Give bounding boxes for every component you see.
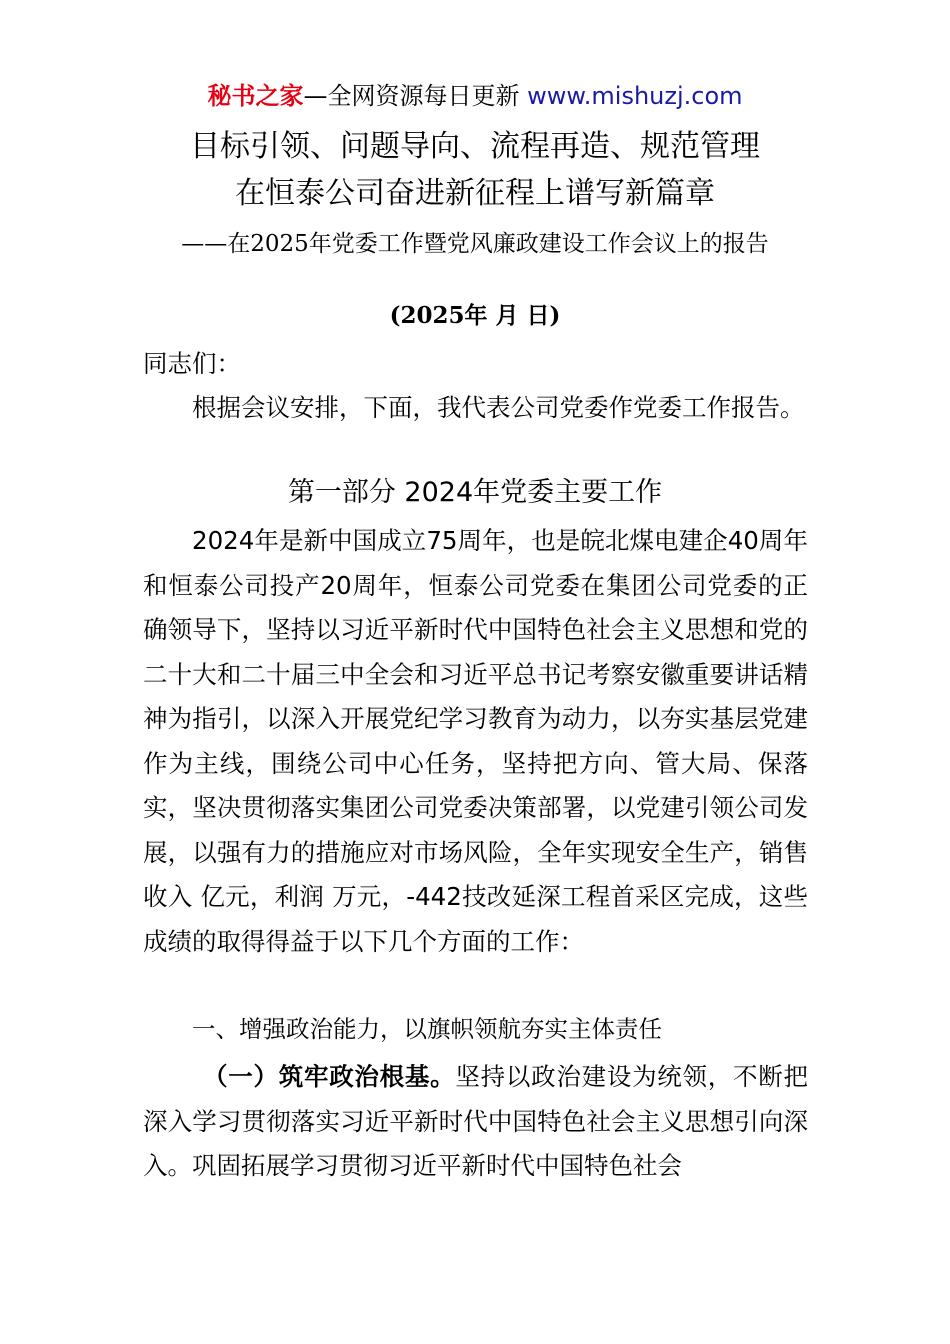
document-subtitle: ——在2025年党委工作暨党风廉政建设工作会议上的报告 (181, 231, 769, 257)
sub-heading: 一、增强政治能力，以旗帜领航夯实主体责任 (192, 1015, 662, 1043)
paragraph-intro: 根据会议安排，下面，我代表公司党委作党委工作报告。 (192, 393, 805, 422)
section-heading: 第一部分 2024年党委主要工作 (287, 477, 663, 508)
paragraph-political (143, 1055, 808, 1189)
document-date: (2025年 月 日) (389, 302, 561, 329)
paragraph-lead: （一）筑牢政治根基。 (203, 1062, 456, 1091)
site-url-link[interactable]: www.mishuzj.com (527, 82, 743, 110)
salutation: 同志们： (143, 349, 241, 378)
brand-name: 秘书之家 (207, 82, 304, 110)
site-header (0, 80, 950, 112)
document-title-line2: 在恒泰公司奋进新征程上谱写新篇章 (235, 176, 715, 211)
header-tagline: —全网资源每日更新 (303, 82, 528, 110)
paragraph-summary: 2024年是新中国成立75周年，也是皖北煤电建企40周年和恒泰公司投产20周年，恒泰公司党委在集团公司党委的正确领导下，坚持以习近平新时代中国特色社会主义思想和党的二十大和二十届三中全会和习近平总书记考察安徽重要讲话精神为指引，以深入开展党纪学习教育为动力，以夯实基层党建作为主线，围绕公司中心任务，坚持把方向、管大局、保落实，坚决贯彻落实集团公司党委决策部署，以党建引领公司发展，以强有力的措施应对市场风险，全年实现安全生产，销售收入 亿元，利润 万元，-442技改延深工程首采区完成，这些成绩的取得得益于以下几个方面的工作： (143, 526, 808, 956)
document-title-line1: 目标引领、问题导向、流程再造、规范管理 (190, 129, 760, 164)
paragraph-body: 坚持以政治建设为统领，不断把深入学习贯彻落实习近平新时代中国特色社会主义思想引向深入。巩固拓展学习贯彻习近平新时代中国特色社会 (143, 1062, 808, 1180)
